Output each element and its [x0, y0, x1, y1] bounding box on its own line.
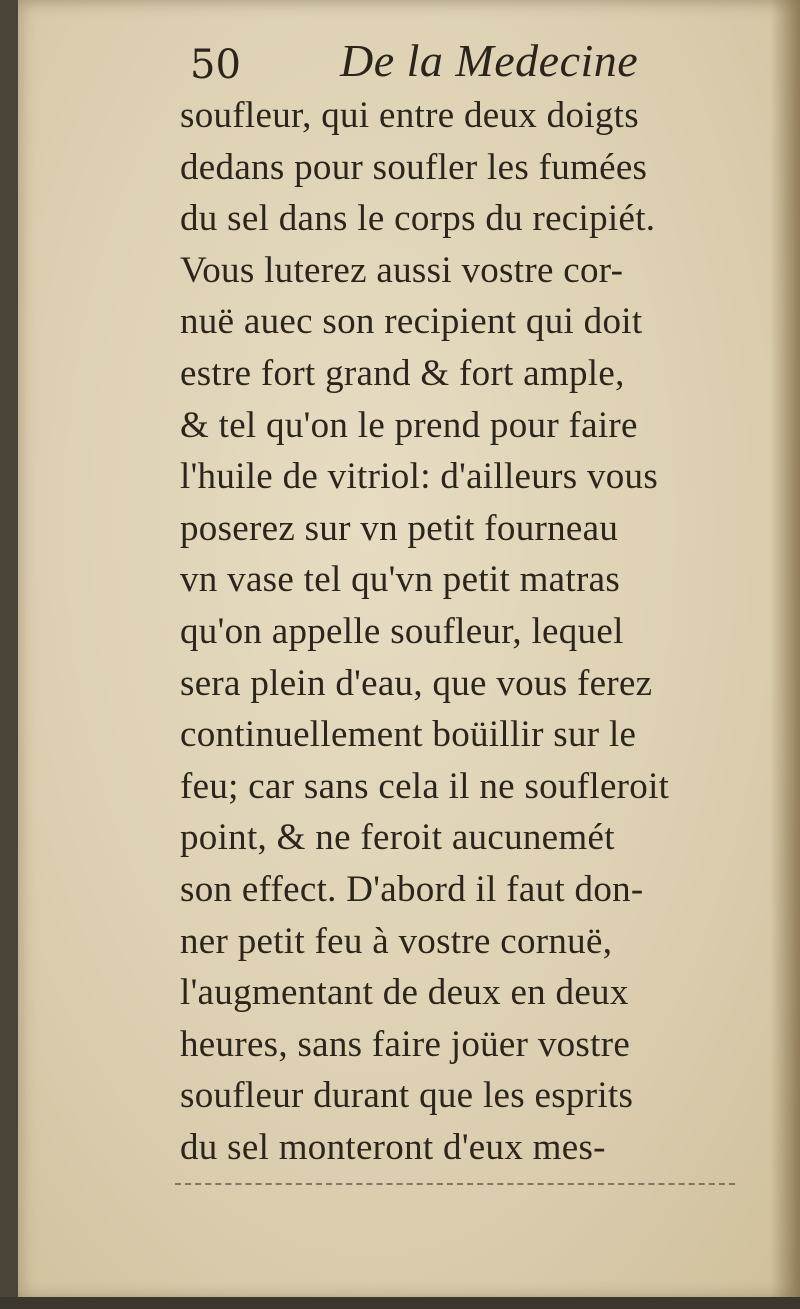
text-line: dedans pour soufler les fumées [180, 146, 648, 188]
text-line: & tel qu'on le prend pour faire [180, 404, 638, 446]
text-line: du sel monteront d'eux mes- [180, 1126, 606, 1168]
text-line: sera plein d'eau, que vous ferez [180, 662, 653, 704]
text-line: estre fort grand & fort ample, [180, 352, 625, 394]
text-line: point, & ne feroit aucunemét [180, 817, 615, 859]
text-line: heures, sans faire joüer vostre [180, 1023, 631, 1065]
page-bottom-edge [0, 1297, 800, 1309]
text-line: du sel dans le corps du recipiét. [180, 198, 656, 240]
text-line: son effect. D'abord il faut don- [180, 868, 644, 910]
text-line: nuë auec son recipient qui doit [180, 301, 643, 343]
page-number: 50 [190, 42, 241, 88]
text-line: poserez sur vn petit fourneau [180, 507, 619, 549]
text-line: soufleur durant que les esprits [180, 1075, 634, 1117]
bottom-rule [175, 1183, 735, 1187]
text-line: qu'on appelle soufleur, lequel [180, 610, 624, 652]
text-line: feu; car sans cela il ne soufleroit [180, 765, 670, 807]
text-line: l'huile de vitriol: d'ailleurs vous [180, 456, 659, 498]
text-line: ner petit feu à vostre cornuë, [180, 920, 613, 962]
text-line: vn vase tel qu'vn petit matras [180, 559, 621, 601]
page-gutter-shadow [770, 0, 800, 1300]
running-title: De la Medecine [340, 35, 639, 86]
text-line: Vous luterez aussi vostre cor- [180, 249, 624, 291]
body-text [180, 90, 770, 1173]
page-header [190, 30, 750, 90]
text-line: soufleur, qui entre deux doigts [180, 95, 639, 136]
text-line: l'augmentant de deux en deux [180, 972, 629, 1014]
text-line: continuellement boüillir sur le [180, 714, 637, 756]
